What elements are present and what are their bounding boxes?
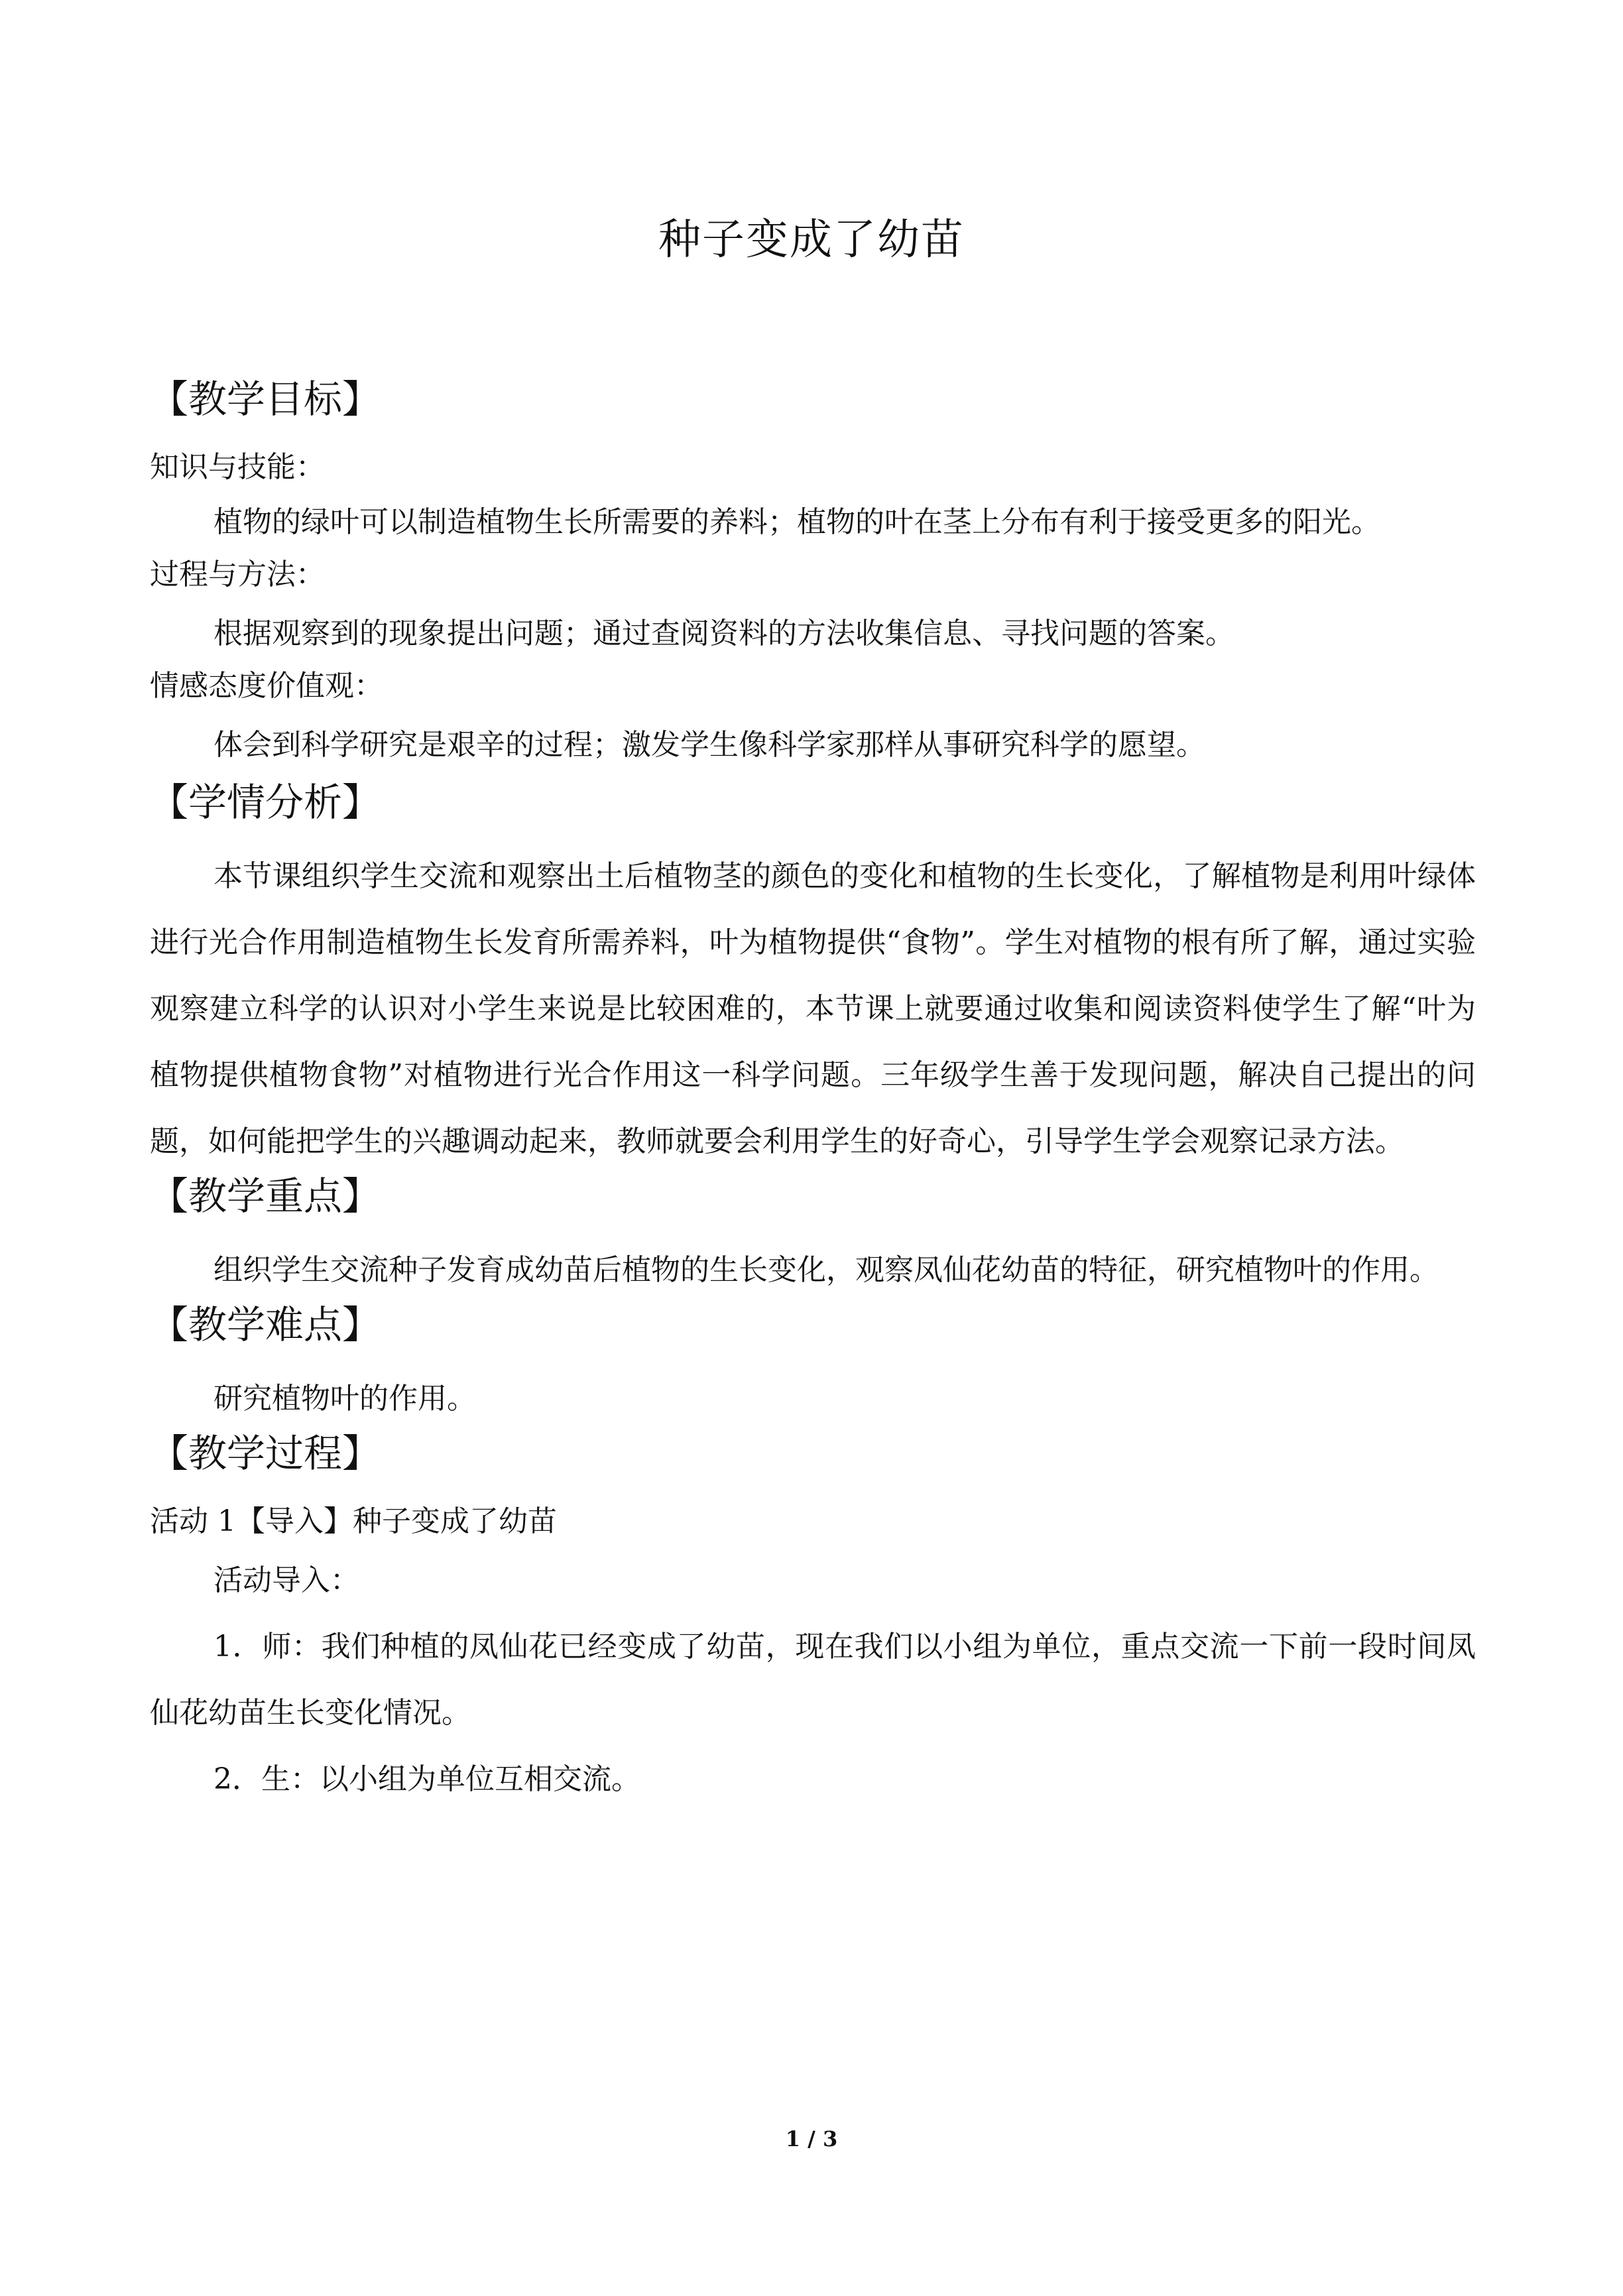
- label-process-method: 过程与方法：: [150, 558, 325, 591]
- text-attitude: 体会到科学研究是艰辛的过程；激发学生像科学家那样从事研究科学的愿望。: [213, 728, 1205, 762]
- text-analysis: 本节课组织学生交流和观察出土后植物茎的颜色的变化和植物的生长变化，了解植物是利用叶绿体进行光合作用制造植物生长发育所需养料，叶为植物提供“食物”。学生对植物的根有所了解，通过实验观察建立科学的认识对小学生来说是比较困难的，本节课上就要通过收集和阅读资料使学生了解“叶为植物提供植物食物”对植物进行光合作用这一科学问题。三年级学生善于发现问题，解决自己提出的问题，如何能把学生的兴趣调动起来，教师就要会利用学生的好奇心，引导学生学会观察记录方法。: [150, 859, 1476, 1158]
- section-heading-analysis: 【学情分析】: [150, 780, 381, 825]
- label-knowledge: 知识与技能：: [150, 450, 325, 484]
- activity-intro-label: 活动导入：: [213, 1563, 359, 1597]
- label-attitude: 情感态度价值观：: [150, 669, 383, 703]
- section-heading-process: 【教学过程】: [150, 1431, 381, 1476]
- activity-step-1: 1．师：我们种植的凤仙花已经变成了幼苗，现在我们以小组为单位，重点交流一下前一段时间凤仙花幼苗生长变化情况。: [150, 1630, 1476, 1730]
- text-difficulties: 研究植物叶的作用。: [213, 1382, 476, 1416]
- document-title: 种子变成了幼苗: [658, 215, 965, 265]
- activity-step-2: 2．生：以小组为单位互相交流。: [213, 1762, 640, 1796]
- text-process-method: 根据观察到的现象提出问题；通过查阅资料的方法收集信息、寻找问题的答案。: [213, 617, 1234, 650]
- section-heading-difficulties: 【教学难点】: [150, 1302, 381, 1347]
- text-key-points: 组织学生交流种子发育成幼苗后植物的生长变化，观察凤仙花幼苗的特征，研究植物叶的作用。: [213, 1253, 1439, 1287]
- document-body: [150, 371, 1476, 1813]
- section-heading-objectives: 【教学目标】: [150, 377, 381, 422]
- activity-label: 活动 1【导入】种子变成了幼苗: [150, 1504, 557, 1538]
- section-heading-key-points: 【教学重点】: [150, 1174, 381, 1219]
- text-knowledge: 植物的绿叶可以制造植物生长所需要的养料；植物的叶在茎上分布有利于接受更多的阳光。: [213, 505, 1380, 539]
- page-number: 1 / 3: [785, 2126, 838, 2151]
